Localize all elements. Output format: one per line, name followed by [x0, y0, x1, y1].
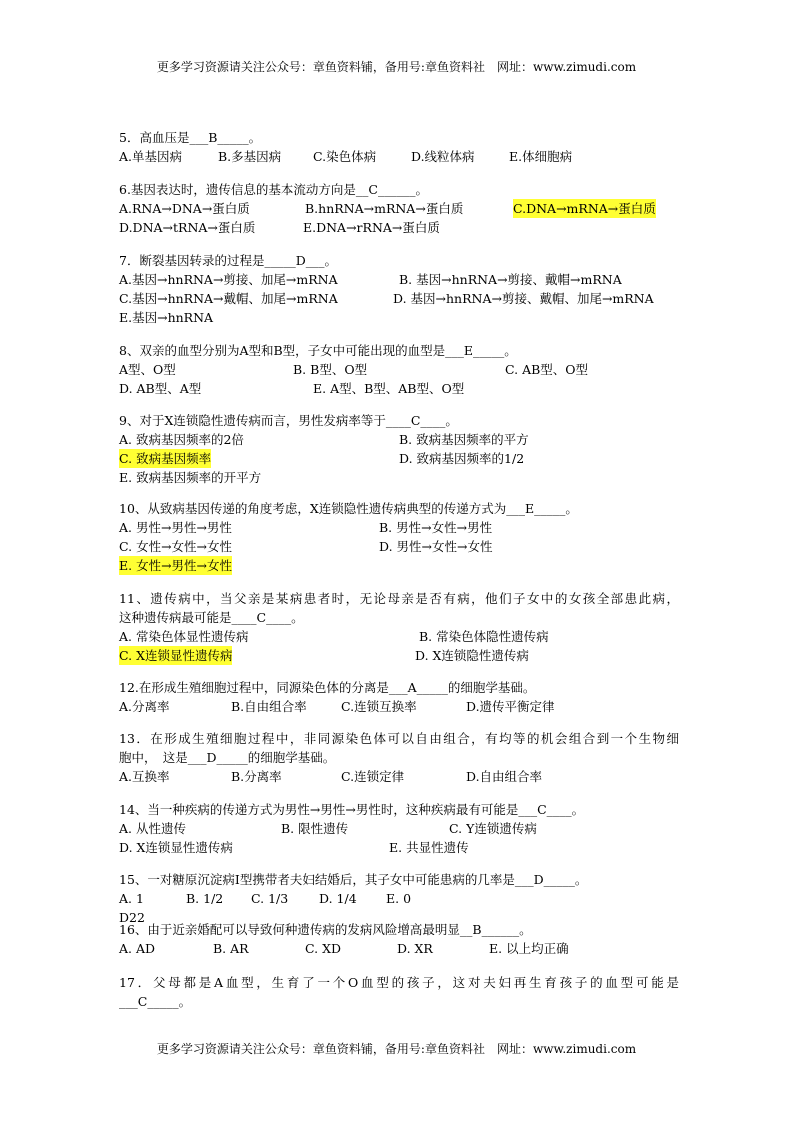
question-stem: 12.在形成生殖细胞过程中，同源染色体的分离是___A_____的细胞学基础。: [119, 680, 536, 695]
option-d: D. X连锁隐性遗传病: [415, 648, 529, 663]
option-row: [119, 767, 679, 786]
option-row: [119, 199, 679, 218]
option-d: D.线粒体病: [411, 149, 475, 164]
option-c: C. Y连锁遗传病: [449, 821, 537, 836]
option-row: [119, 537, 679, 556]
option-b: B.多基因病: [218, 149, 282, 164]
option-e: E.DNA→rRNA→蛋白质: [303, 220, 440, 235]
question-stem: 17．父母都是A血型，生育了一个O血型的孩子，这对夫妇再生育孩子的血型可能是: [119, 975, 679, 990]
question-stem-continued: 这种遗传病最可能是____C____。: [119, 610, 304, 625]
option-e: E. 以上均正确: [489, 941, 569, 956]
option-row: [119, 697, 679, 716]
option-b: B. 常染色体隐性遗传病: [419, 629, 549, 644]
option-c-highlighted: C. X连锁显性遗传病: [119, 648, 233, 663]
option-row: [119, 556, 679, 575]
option-d: D.自由组合率: [466, 769, 543, 784]
option-row: [119, 289, 679, 308]
question-stem: 7．断裂基因转录的过程是_____D___。: [119, 253, 337, 268]
question-8: [119, 341, 679, 398]
option-e: E.基因→hnRNA: [119, 310, 214, 325]
page-footer: 更多学习资源请关注公众号：章鱼资料铺，备用号:章鱼资料社 网址：www.zimudi.com: [156, 1042, 637, 1056]
option-row: [119, 360, 679, 379]
page-header: 更多学习资源请关注公众号：章鱼资料铺，备用号:章鱼资料社 网址：www.zimudi.com: [156, 60, 637, 74]
option-c: C.基因→hnRNA→戴帽、加尾→mRNA: [119, 291, 338, 306]
option-b: B. 男性→女性→男性: [379, 520, 493, 535]
option-b: B. 限性遗传: [281, 821, 349, 836]
question-stem-continued: 胞中， 这是___D_____的细胞学基础。: [119, 750, 336, 765]
option-a: A. AD: [119, 941, 156, 956]
question-stem: 9、对于X连锁隐性遗传病而言，男性发病率等于____C____。: [119, 413, 458, 428]
option-d: D. 基因→hnRNA→剪接、戴帽、加尾→mRNA: [393, 291, 654, 306]
question-17: [119, 973, 679, 1011]
question-stem: 16、由于近亲婚配可以导致何种遗传病的发病风险增高最明显__B______。: [119, 922, 532, 937]
option-row: [119, 270, 679, 289]
option-c-highlighted: C. 致病基因频率: [119, 451, 212, 466]
question-stem: 10、从致病基因传递的角度考虑，X连锁隐性遗传病典型的传递方式为___E_____。: [119, 501, 578, 516]
option-c: C. AB型、O型: [505, 362, 589, 377]
question-15: [119, 870, 679, 927]
option-b: B.hnRNA→mRNA→蛋白质: [305, 201, 464, 216]
option-row: [119, 147, 679, 166]
option-d: D. AB型、A型: [119, 381, 202, 396]
question-5: [119, 128, 679, 166]
option-c: C. XD: [305, 941, 341, 956]
option-a: A.互换率: [119, 769, 170, 784]
option-a: A. 男性→男性→男性: [119, 520, 232, 535]
option-c: C. 女性→女性→女性: [119, 539, 233, 554]
option-e: E. 共显性遗传: [389, 840, 469, 855]
option-a: A.单基因病: [119, 149, 183, 164]
question-stem: 5．高血压是___B_____。: [119, 130, 262, 145]
question-stem: 13．在形成生殖细胞过程中，非同源染色体可以自由组合，有均等的机会组合到一个生物细: [119, 731, 679, 746]
option-e: E.体细胞病: [509, 149, 573, 164]
option-row: [119, 627, 679, 646]
option-row: [119, 838, 679, 857]
question-stem: 15、一对糖原沉淀病Ⅰ型携带者夫妇结婚后，其子女中可能患病的几率是___D_____。: [119, 872, 588, 887]
option-a: A. 从性遗传: [119, 821, 186, 836]
option-e-highlighted: E. 女性→男性→女性: [119, 558, 233, 573]
option-row: [119, 819, 679, 838]
option-a: A. 常染色体显性遗传病: [119, 629, 249, 644]
option-e: E. 0: [386, 891, 412, 906]
option-c: C.染色体病: [313, 149, 377, 164]
option-c: C.连锁互换率: [341, 699, 417, 714]
option-d: D. 致病基因频率的1/2: [399, 451, 525, 466]
option-d: D. XR: [397, 941, 433, 956]
option-b: B. 基因→hnRNA→剪接、戴帽→mRNA: [399, 272, 622, 287]
option-row: [119, 218, 679, 237]
option-d: D.遗传平衡定律: [466, 699, 555, 714]
option-c: C. 1/3: [251, 891, 289, 906]
question-stem: 14、当一种疾病的传递方式为男性→男性→男性时，这种疾病最有可能是___C____。: [119, 802, 585, 817]
question-stem: 6.基因表达时，遗传信息的基本流动方向是__C______。: [119, 182, 428, 197]
question-11: [119, 589, 679, 665]
option-a: A型、O型: [119, 362, 176, 377]
option-a: A. 1: [119, 891, 144, 906]
question-stem: 8、双亲的血型分别为A型和B型，子女中可能出现的血型是___E_____。: [119, 343, 517, 358]
option-b: B.分离率: [231, 769, 282, 784]
option-b: B. B型、O型: [293, 362, 368, 377]
question-7: [119, 251, 679, 327]
question-6: [119, 180, 679, 237]
option-e: E. 致病基因频率的开平方: [119, 470, 262, 485]
option-b: B. AR: [213, 941, 249, 956]
option-row: [119, 468, 679, 487]
stray-note: D22: [119, 910, 145, 925]
option-row: [119, 518, 679, 537]
question-16: [119, 920, 679, 958]
option-row: [119, 646, 679, 665]
option-a: A.分离率: [119, 699, 170, 714]
option-e: E. A型、B型、AB型、O型: [313, 381, 465, 396]
question-stem-continued: ___C_____。: [119, 994, 192, 1009]
option-b: B. 致病基因频率的平方: [399, 432, 529, 447]
option-b: B. 1/2: [186, 891, 224, 906]
question-stem: 11、遗传病中，当父亲是某病患者时，无论母亲是否有病，他们子女中的女孩全部患此病，: [119, 591, 679, 606]
option-d: D. 1/4: [319, 891, 357, 906]
option-d: D. 男性→女性→女性: [379, 539, 493, 554]
option-d: D.DNA→tRNA→蛋白质: [119, 220, 256, 235]
question-9: [119, 411, 679, 487]
option-d: D. X连锁显性遗传病: [119, 840, 233, 855]
option-row: [119, 379, 679, 398]
option-row: [119, 939, 679, 958]
question-12: [119, 678, 679, 716]
option-a: A.基因→hnRNA→剪接、加尾→mRNA: [119, 272, 338, 287]
option-a: A. 致病基因频率的2倍: [119, 432, 244, 447]
question-13: [119, 729, 679, 786]
question-14: [119, 800, 679, 857]
question-10: [119, 499, 679, 575]
option-b: B.自由组合率: [231, 699, 307, 714]
option-c: C.连锁定律: [341, 769, 405, 784]
option-a: A.RNA→DNA→蛋白质: [119, 201, 250, 216]
option-row: [119, 308, 679, 327]
option-c-highlighted: C.DNA→mRNA→蛋白质: [513, 201, 656, 216]
option-row: [119, 430, 679, 449]
option-row: [119, 889, 679, 908]
option-row: [119, 449, 679, 468]
